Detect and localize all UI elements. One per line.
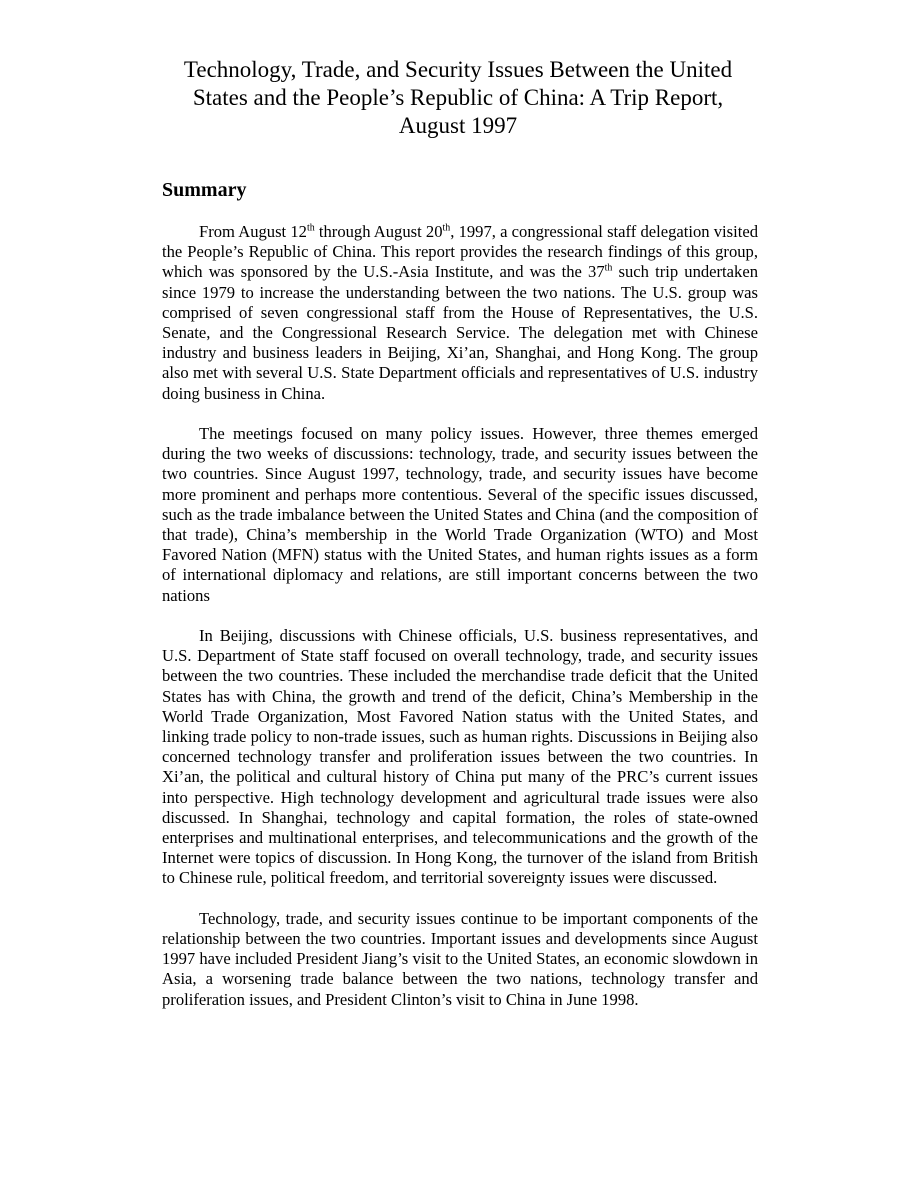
paragraph-4: Technology, trade, and security issues continue to be important components of the relationship between the two countries. Important issues and developments since August 1997 have included President Jiang’s visit to the United States, an economic slowdown in Asia, a worsening trade balance between the two nations, technology transfer and proliferation issues, and President Clinton’s visit to China in June 1998. [162, 908, 758, 1009]
p1-sup-3: th [604, 262, 613, 274]
paragraph-2: The meetings focused on many policy issues. However, three themes emerged during the two weeks of discussions: technology, trade, and security issues between the two countries. Since August 1997, technology, trade, and security issues have become more prominent and perhaps more contentious. Several of the specific issues discussed, such as the trade imbalance between the United States and China (and the composition of that trade), China’s membership in the World Trade Organization (WTO) and Most Favored Nation (MFN) status with the United States, and human rights issues as a form of international diplomacy and relations, are still important concerns between the two nations [162, 424, 758, 605]
p1-sup-1: th [306, 222, 315, 234]
summary-body [162, 222, 758, 1030]
paragraph-1 [162, 222, 758, 404]
title-line-2: States and the People’s Republic of China: A Trip Report, [192, 85, 724, 110]
p1-text-d: such trip undertaken since 1979 to increase the understanding between the two nations. The U.S. group was comprised of seven congressional staff from the House of Representatives, the U.S. Senate, and the Congressional Research Service. The delegation met with Chinese industry and business leaders in Beijing, Xi’an, Shanghai, and Hong Kong. The group also met with several U.S. State Department officials and representatives of U.S. industry doing business in China. [162, 262, 758, 403]
p1-text-c: , 1997, a congressional staff delegation visited the People’s Republic of China. This report provides the research findings of this group, which was sponsored by the U.S.-Asia Institute, and was the 37 [162, 222, 758, 282]
section-heading-summary: Summary [162, 179, 247, 201]
report-title [130, 56, 786, 140]
p1-text-a: From August 12 [199, 222, 307, 241]
title-line-3: August 1997 [398, 113, 518, 138]
paragraph-3: In Beijing, discussions with Chinese officials, U.S. business representatives, and U.S. Department of State staff focused on overall technology, trade, and security issues between the two countries. These included the merchandise trade deficit that the United States has with China, the growth and trend of the deficit, China’s Membership in the World Trade Organization, Most Favored Nation status with the United States, and linking trade policy to non-trade issues, such as human rights. Discussions in Beijing also concerned technology transfer and proliferation issues between the two countries. In Xi’an, the political and cultural history of China put many of the PRC’s current issues into perspective. High technology development and agricultural trade issues were also discussed. In Shanghai, technology and capital formation, the roles of state-owned enterprises and multinational enterprises, and telecommunications and the growth of the Internet were topics of discussion. In Hong Kong, the turnover of the island from British to Chinese rule, political freedom, and territorial sovereignty issues were discussed. [162, 626, 758, 888]
p1-sup-2: th [442, 222, 451, 234]
title-line-1: Technology, Trade, and Security Issues Between the United [183, 57, 733, 82]
p1-text-b: through August 20 [314, 222, 443, 241]
